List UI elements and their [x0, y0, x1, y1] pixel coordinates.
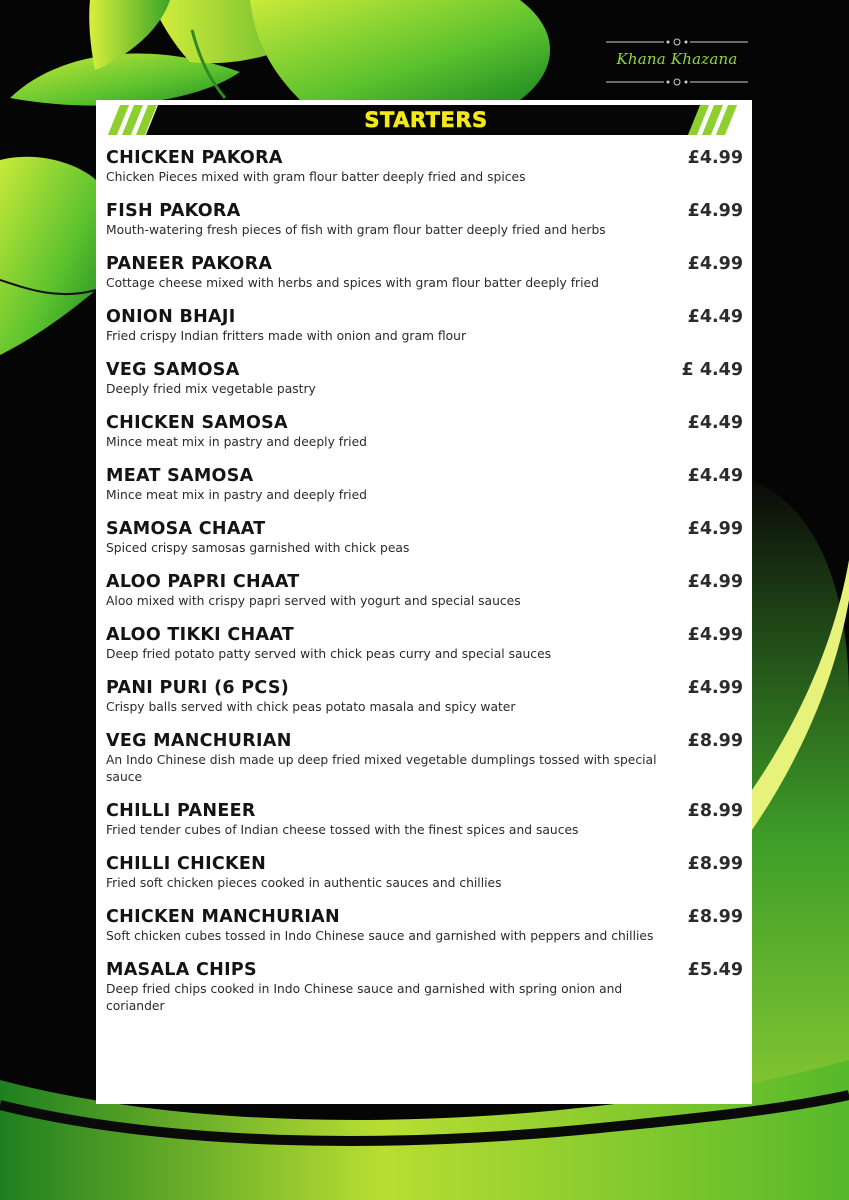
item-description: Deep fried chips cooked in Indo Chinese sauce and garnished with spring onion and coriander: [106, 982, 623, 1013]
menu-item: [106, 906, 746, 945]
item-name: PANEER PAKORA: [106, 254, 273, 274]
menu-item: [106, 730, 746, 786]
item-name: MASALA CHIPS: [106, 960, 257, 980]
item-name: CHILLI PANEER: [106, 801, 256, 821]
item-price: £4.99: [687, 201, 743, 221]
item-name: ONION BHAJI: [106, 307, 236, 327]
item-description: Deep fried potato patty served with chick peas curry and special sauces: [106, 647, 552, 661]
item-price: £4.99: [687, 625, 743, 645]
menu-item: [106, 412, 746, 451]
item-price: £4.99: [687, 519, 743, 539]
item-description: Spiced crispy samosas garnished with chick peas: [106, 541, 410, 555]
menu-item: [106, 465, 746, 504]
item-price: £4.49: [687, 307, 743, 327]
item-name: VEG MANCHURIAN: [106, 731, 292, 751]
item-price: £4.99: [687, 148, 743, 168]
item-price: £ 4.49: [681, 360, 743, 380]
item-price: £4.99: [687, 678, 743, 698]
item-price: £8.99: [687, 801, 743, 821]
brand-name: Khana Khazana: [616, 50, 738, 68]
item-price: £8.99: [687, 731, 743, 751]
item-price: £4.49: [687, 413, 743, 433]
item-name: CHICKEN PAKORA: [106, 148, 283, 168]
section-banner: [108, 105, 744, 135]
menu-item: [106, 518, 746, 557]
menu-item: [106, 800, 746, 839]
item-description: Mince meat mix in pastry and deeply fried: [106, 488, 367, 502]
item-price: £4.99: [687, 572, 743, 592]
item-description: Mouth-watering fresh pieces of fish with gram flour batter deeply fried and herbs: [106, 223, 606, 237]
item-description: Cottage cheese mixed with herbs and spices with gram flour batter deeply fried: [106, 276, 599, 290]
menu-item: [106, 959, 746, 1015]
menu-item: [106, 200, 746, 239]
item-name: PANI PURI (6 PCS): [106, 678, 290, 698]
item-price: £8.99: [687, 854, 743, 874]
item-name: CHILLI CHICKEN: [106, 854, 267, 874]
menu-item: [106, 677, 746, 716]
menu-item: [106, 306, 746, 345]
item-description: Deeply fried mix vegetable pastry: [106, 382, 316, 396]
item-name: ALOO TIKKI CHAAT: [106, 625, 295, 645]
item-name: FISH PAKORA: [106, 201, 241, 221]
menu-item: [106, 853, 746, 892]
item-description: Fried tender cubes of Indian cheese tossed with the finest spices and sauces: [106, 823, 579, 837]
menu-item: [106, 571, 746, 610]
item-description: Fried crispy Indian fritters made with onion and gram flour: [106, 329, 467, 343]
menu-item: [106, 147, 746, 186]
item-price: £8.99: [687, 907, 743, 927]
item-price: £5.49: [687, 960, 743, 980]
item-description: Aloo mixed with crispy papri served with yogurt and special sauces: [106, 594, 521, 608]
menu-item: [106, 359, 746, 398]
item-name: SAMOSA CHAAT: [106, 519, 266, 539]
item-name: CHICKEN MANCHURIAN: [106, 907, 340, 927]
item-description: An Indo Chinese dish made up deep fried mixed vegetable dumplings tossed with special sauce: [106, 753, 657, 784]
item-name: CHICKEN SAMOSA: [106, 413, 288, 433]
item-price: £4.49: [687, 466, 743, 486]
menu-item: [106, 253, 746, 292]
menu-list: [106, 147, 746, 1029]
menu-item: [106, 624, 746, 663]
item-name: VEG SAMOSA: [106, 360, 240, 380]
ornament-icon: [604, 78, 750, 86]
item-price: £4.99: [687, 254, 743, 274]
item-description: Mince meat mix in pastry and deeply fried: [106, 435, 367, 449]
item-description: Fried soft chicken pieces cooked in authentic sauces and chillies: [106, 876, 502, 890]
ornament-icon: [604, 38, 750, 46]
item-name: MEAT SAMOSA: [106, 466, 254, 486]
brand-logo: [604, 38, 750, 88]
item-description: Chicken Pieces mixed with gram flour batter deeply fried and spices: [106, 170, 526, 184]
item-description: Crispy balls served with chick peas potato masala and spicy water: [106, 700, 516, 714]
item-name: ALOO PAPRI CHAAT: [106, 572, 300, 592]
section-title: STARTERS: [364, 108, 488, 132]
item-description: Soft chicken cubes tossed in Indo Chinese sauce and garnished with peppers and chillies: [106, 929, 654, 943]
